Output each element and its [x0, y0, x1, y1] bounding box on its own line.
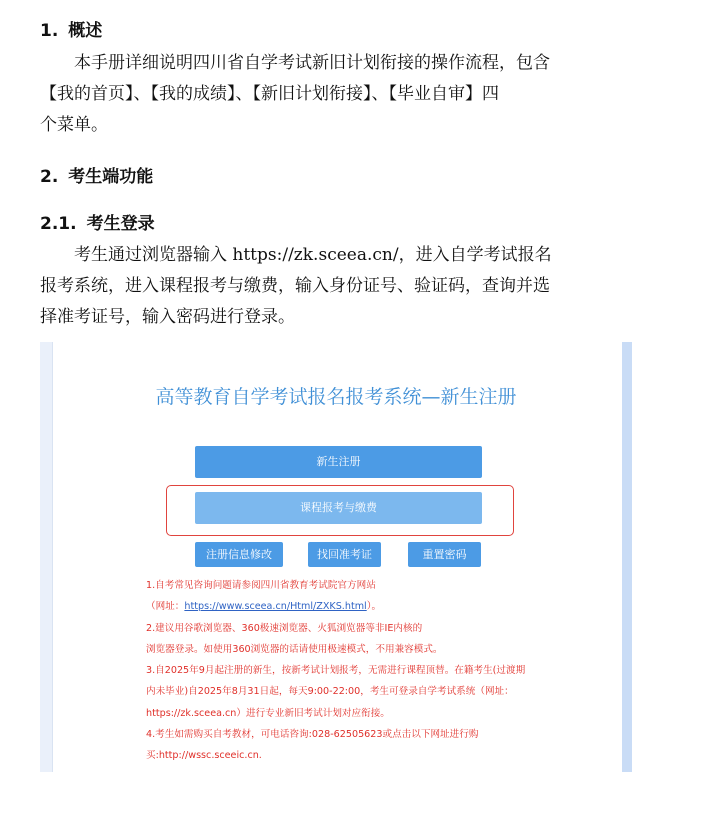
notice-list — [146, 575, 616, 767]
notice-line: 浏览器登录。如使用360浏览器的话请使用极速模式，不用兼容模式。 — [146, 643, 443, 655]
notice-line: https://zk.sceea.cn）进行专业新旧考试计划对应衔接。 — [146, 707, 390, 719]
overview-line: 个菜单。 — [40, 115, 108, 135]
notice-line: 4.考生如需购买自考教材，可电话咨询:028-62505623或点击以下网址进行购 — [146, 729, 479, 741]
reset-password-button[interactable]: 重置密码 — [408, 542, 481, 567]
notice-line: 1.自考常见咨询问题请参阅四川省教育考试院官方网站 — [146, 580, 376, 591]
notice-line: （网址：https://www.sceea.cn/Html/ZXKS.html）。 — [146, 601, 382, 613]
notice-line: 3.自2025年9月起注册的新生，按新考试计划报考，无需进行课程顶替。在籍考生(过渡期 — [146, 665, 526, 677]
notice-line: 买:http://wssc.sceeic.cn. — [146, 750, 262, 762]
login-line: 报考系统，进入课程报考与缴费，输入身份证号、验证码，查询并选 — [40, 276, 550, 296]
course-registration-payment-button[interactable]: 课程报考与缴费 — [195, 492, 482, 524]
find-admission-ticket-button[interactable]: 找回准考证 — [308, 542, 381, 567]
login-page-screenshot — [40, 342, 632, 772]
new-student-register-button[interactable]: 新生注册 — [195, 446, 482, 478]
section-title: 考生端功能 — [68, 167, 154, 187]
login-line: 择准考证号，输入密码进行登录。 — [40, 307, 295, 327]
section-number: 1. — [40, 21, 59, 41]
system-title: 高等教育自学考试报名报考系统—新生注册 — [155, 386, 517, 408]
login-line: 考生通过浏览器输入 https://zk.sceea.cn/，进入自学考试报名 — [74, 245, 552, 265]
section-1-heading — [40, 16, 102, 41]
modify-registration-button[interactable]: 注册信息修改 — [195, 542, 283, 567]
overview-line: 本手册详细说明四川省自学考试新旧计划衔接的操作流程，包含 — [74, 53, 550, 73]
notice-line: 内未毕业)自2025年8月31日起，每天9:00-22:00，考生可登录自学考试系统（网址： — [146, 686, 514, 698]
login-paragraph — [40, 240, 640, 333]
section-title: 考生登录 — [86, 214, 155, 234]
sceea-faq-link[interactable]: https://www.sceea.cn/Html/ZXKS.html — [184, 601, 367, 613]
overview-paragraph — [40, 48, 640, 141]
section-title: 概述 — [68, 21, 103, 41]
section-2-heading — [40, 162, 153, 187]
overview-line: 【我的首页】、【我的成绩】、【新旧计划衔接】、【毕业自审】四 — [40, 84, 499, 104]
section-number: 2.1. — [40, 214, 77, 234]
section-2-1-heading — [40, 209, 155, 234]
notice-line: 2.建议用谷歌浏览器、360极速浏览器、火狐浏览器等非IE内核的 — [146, 622, 423, 634]
section-number: 2. — [40, 167, 59, 187]
